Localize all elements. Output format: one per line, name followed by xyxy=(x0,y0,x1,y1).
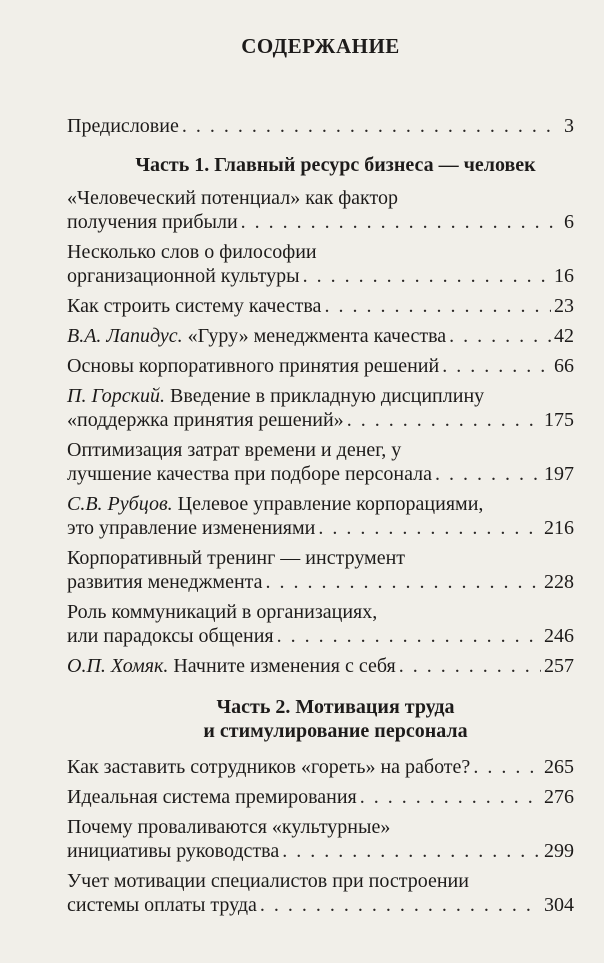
dot-leader xyxy=(360,785,541,809)
dot-leader xyxy=(324,294,551,318)
dot-leader xyxy=(303,264,551,288)
page-number: 16 xyxy=(554,265,574,287)
page-number: 246 xyxy=(544,625,574,647)
entry-title-line: это управление изменениями xyxy=(67,517,316,539)
entry-title-line: организационной культуры xyxy=(67,265,300,287)
dot-leader xyxy=(473,755,541,779)
page-number: 66 xyxy=(554,355,574,377)
toc-entry-preface[interactable] xyxy=(67,114,574,138)
entry-title-line: «поддержка принятия решений» xyxy=(67,409,344,431)
entry-title-line: «Гуру» менеджмента качества xyxy=(187,325,447,347)
entry-title-line: лучшение качества при подборе персонала xyxy=(67,463,433,485)
toc-entry[interactable] xyxy=(67,600,574,648)
entry-title-line: Основы корпоративного принятия решений xyxy=(67,355,440,377)
part-2-heading xyxy=(67,695,574,743)
page-number: 23 xyxy=(554,295,574,317)
entry-title-line: Идеальная система премирования xyxy=(67,786,357,808)
dot-leader xyxy=(435,462,541,486)
page-number: 257 xyxy=(544,655,574,677)
entry-title-line: Несколько слов о философии xyxy=(67,241,317,263)
page-number: 265 xyxy=(544,756,574,778)
toc-entry[interactable] xyxy=(67,785,574,809)
table-of-contents xyxy=(67,114,574,917)
toc-entry[interactable] xyxy=(67,869,574,917)
entry-author: С.В. Рубцов. xyxy=(67,493,173,515)
page-number: 299 xyxy=(544,840,574,862)
dot-leader xyxy=(260,893,541,917)
dot-leader xyxy=(277,624,541,648)
toc-entry[interactable] xyxy=(67,755,574,779)
toc-entry[interactable] xyxy=(67,546,574,594)
page-title: СОДЕРЖАНИЕ xyxy=(241,34,400,58)
entry-author: П. Горский. xyxy=(67,385,166,407)
entry-title-line: Оптимизация затрат времени и денег, у xyxy=(67,439,402,461)
dot-leader xyxy=(282,839,541,863)
toc-entry[interactable] xyxy=(67,384,574,432)
entry-title: Предисловие xyxy=(67,115,179,137)
part-2-heading-line: и стимулирование персонала xyxy=(203,720,468,742)
dot-leader xyxy=(266,570,541,594)
entry-author: В.А. Лапидус. xyxy=(67,325,183,347)
dot-leader xyxy=(241,210,561,234)
page-number: 175 xyxy=(544,409,574,431)
page-number: 42 xyxy=(554,325,574,347)
toc-entry[interactable] xyxy=(67,240,574,288)
entry-title-line: или парадоксы общения xyxy=(67,625,274,647)
toc-entry[interactable] xyxy=(67,294,574,318)
entry-title-line: Введение в прикладную дисциплину xyxy=(170,385,485,407)
dot-leader xyxy=(347,408,541,432)
toc-entry[interactable] xyxy=(67,815,574,863)
part-1-heading: Часть 1. Главный ресурс бизнеса — человек xyxy=(135,154,536,176)
page-number: 228 xyxy=(544,571,574,593)
entry-title-line: Как строить систему качества xyxy=(67,295,322,317)
toc-entry[interactable] xyxy=(67,438,574,486)
entry-title-line: Как заставить сотрудников «гореть» на работе? xyxy=(67,756,471,778)
toc-entry[interactable] xyxy=(67,324,574,348)
page-number: 197 xyxy=(544,463,574,485)
page-number: 6 xyxy=(564,211,574,233)
page-number: 3 xyxy=(564,115,574,137)
page-number: 276 xyxy=(544,786,574,808)
entry-title-line: Корпоративный тренинг — инструмент xyxy=(67,547,406,569)
dot-leader xyxy=(449,324,551,348)
dot-leader xyxy=(318,516,541,540)
toc-entry[interactable] xyxy=(67,186,574,234)
entry-title-line: развития менеджмента xyxy=(67,571,263,593)
entry-title-line: инициативы руководства xyxy=(67,840,280,862)
dot-leader xyxy=(442,354,551,378)
dot-leader xyxy=(399,654,541,678)
entry-title-line: Почему проваливаются «культурные» xyxy=(67,816,391,838)
toc-entry[interactable] xyxy=(67,492,574,540)
toc-entry[interactable] xyxy=(67,354,574,378)
page-number: 304 xyxy=(544,894,574,916)
entry-title-line: Начните изменения с себя xyxy=(173,655,396,677)
entry-author: О.П. Хомяк. xyxy=(67,655,169,677)
entry-title-line: системы оплаты труда xyxy=(67,894,257,916)
entry-title-line: «Человеческий потенциал» как фактор xyxy=(67,187,398,209)
page-number: 216 xyxy=(544,517,574,539)
part-2-heading-line: Часть 2. Мотивация труда xyxy=(216,696,455,718)
toc-entry[interactable] xyxy=(67,654,574,678)
entry-title-line: Роль коммуникаций в организациях, xyxy=(67,601,378,623)
entry-title-line: получения прибыли xyxy=(67,211,238,233)
entry-title-line: Учет мотивации специалистов при построении xyxy=(67,870,469,892)
dot-leader xyxy=(182,114,561,138)
entry-title-line: Целевое управление корпорациями, xyxy=(177,493,484,515)
